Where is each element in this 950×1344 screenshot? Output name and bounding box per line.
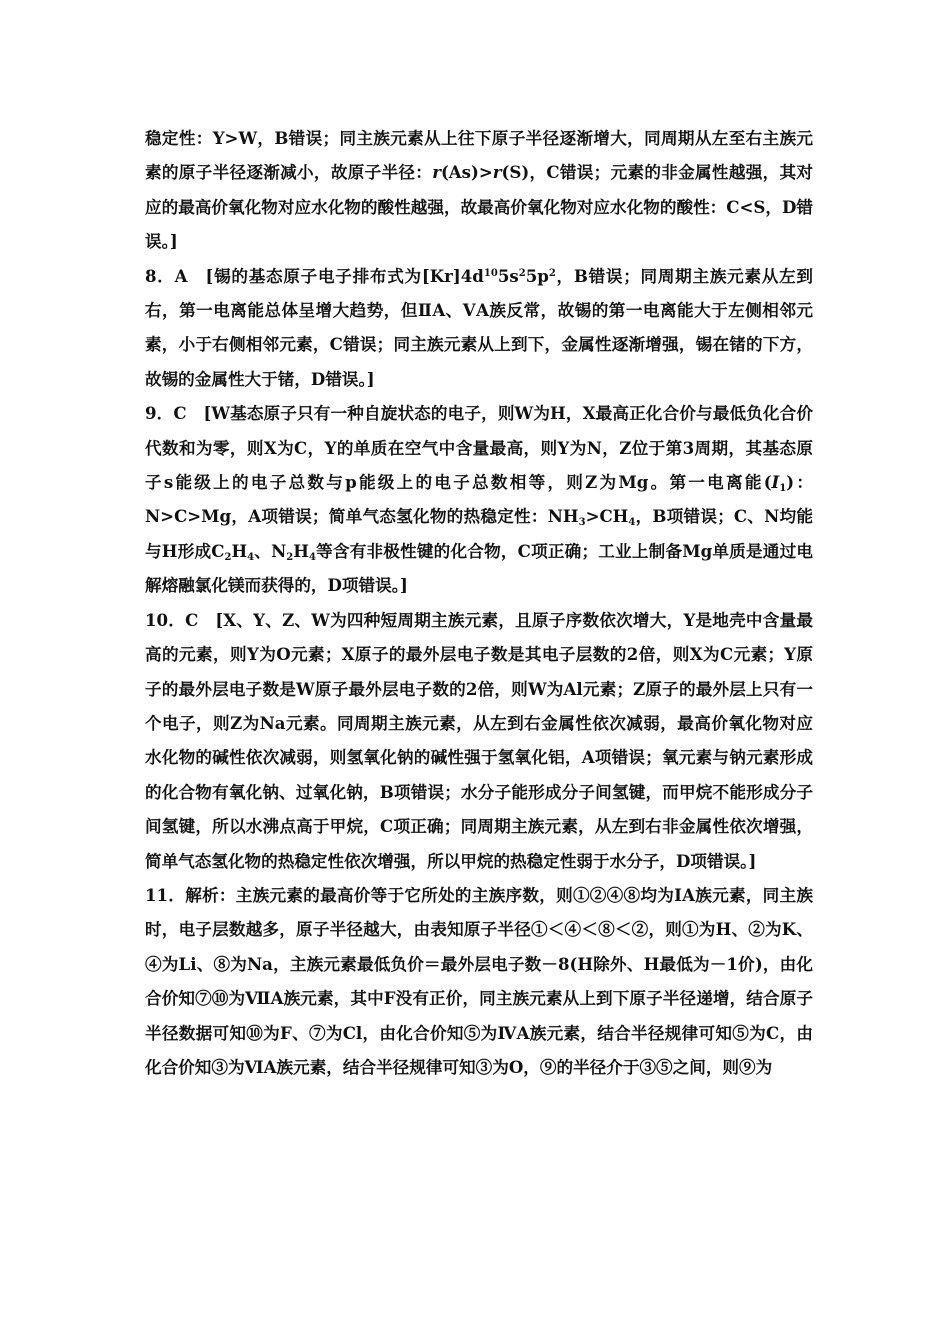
text-run: 稳定性：Y>W，B错误；同主族元素从上往下原子半径逐渐增大，同周期从左至右主族元素的原子半径逐渐减小，故原子半径： <box>145 128 813 183</box>
subscript: 4 <box>308 551 316 563</box>
paragraph-answer-9 <box>145 396 813 602</box>
text-run: 、N <box>254 540 287 561</box>
paragraph-cont-7 <box>145 121 813 259</box>
subscript: 4 <box>247 551 255 563</box>
text-run: H <box>293 540 309 561</box>
paragraph-answer-8 <box>145 259 813 397</box>
text-run: ，B错误；同周期主族元素从左到右，第一电离能总体呈增大趋势，但ⅡA、ⅤA族反常，故锡的第一电离能大于左侧相邻元素，小于右侧相邻元素，C错误；同主族元素从上到下，金属性逐渐增强，锡在锗的下方，故锡的金属性大于锗，D错误。] <box>145 265 813 389</box>
text-run: 等含有非极性键的化合物，C项正确；工业上制备Mg单质是通过电解熔融氯化镁而获得的，D项错误。] <box>145 540 813 596</box>
text-run: H <box>231 540 248 561</box>
text-run: 8．A [锡的基态原子电子排布式为[Kr]4d <box>145 265 484 286</box>
text-run: 5p <box>525 265 549 286</box>
text-run: (S)，C错误；元素的非金属性越强，其对应的最高价氧化物对应水化物的酸性越强，故最高价氧化物对应水化物的酸性：C<S，D错误。] <box>145 162 813 252</box>
italic-symbol: r <box>432 162 441 183</box>
subscript: 4 <box>628 517 636 529</box>
text-run: 5s <box>497 265 519 286</box>
superscript: 2 <box>548 267 556 279</box>
subscript: 1 <box>779 483 787 495</box>
superscript: 2 <box>518 267 526 279</box>
text-run: (As)> <box>440 162 493 183</box>
paragraph-answer-11 <box>145 878 813 1084</box>
superscript: 10 <box>483 267 498 279</box>
text-run: 9．C [W基态原子只有一种自旋状态的电子，则W为H，X最高正化合价与最低负化合价代数和为零，则X为C，Y的单质在空气中含量最高，则Y为N，Z位于第3周期，其基态原子s能级上的电子总数与p能级上的电子总数相等，则Z为Mg。第一电离能( <box>145 403 813 493</box>
italic-symbol: I <box>771 472 780 493</box>
subscript: 2 <box>286 551 294 563</box>
text-run: >CH <box>585 506 629 527</box>
subscript: 2 <box>224 551 232 563</box>
subscript: 3 <box>578 517 586 529</box>
paragraph-answer-10 <box>145 603 813 878</box>
answer-text-page <box>145 121 813 1084</box>
text-run: 10．C [X、Y、Z、W为四种短周期主族元素，且原子序数依次增大，Y是地壳中含量最高的元素，则Y为O元素；X原子的最外层电子数是其电子层数的2倍，则X为C元素；Y原子的最外层电子数是W原子最外层电子数的2倍，则W为Al元素；Z原子的最外层上只有一个电子，则Z为Na元素。同周期主族元素，从左到右金属性依次减弱，最高价氧化物对应水化物的碱性依次减弱，则氢氧化钠的碱性强于氢氧化铝，A项错误；氧元素与钠元素形成的化合物有氧化钠、过氧化钠，B项错误；水分子能形成分子间氢键，而甲烷不能形成分子间氢键，所以水沸点高于甲烷，C项正确；同周期主族元素，从左到右非金属性依次增强，简单气态氢化物的热稳定性依次增强，所以甲烷的热稳定性弱于水分子，D项错误。] <box>145 609 813 871</box>
text-run: 11．解析：主族元素的最高价等于它所处的主族序数，则①②④⑧均为ⅠA族元素，同主族时，电子层数越多，原子半径越大，由表知原子半径①＜④＜⑧＜②，则①为H、②为K、④为Li、⑧为Na，主族元素最低负价＝最外层电子数－8(H除外、H最低为－1价)，由化合价知⑦⑩为ⅦA族元素，其中F没有正价，同主族元素从上到下原子半径递增，结合原子半径数据可知⑩为F、⑦为Cl，由化合价知⑤为ⅣA族元素，结合半径规律可知⑤为C，由化合价知③为ⅥA族元素，结合半径规律可知③为O，⑨的半径介于③⑤之间，则⑨为 <box>145 884 813 1077</box>
text-run: )：N>C>Mg，A项错误；简单气态氢化物的热稳定性：NH <box>145 472 813 527</box>
italic-symbol: r <box>492 162 502 183</box>
text-run: ，B项错误；C、N均能与H形成C <box>145 506 813 561</box>
